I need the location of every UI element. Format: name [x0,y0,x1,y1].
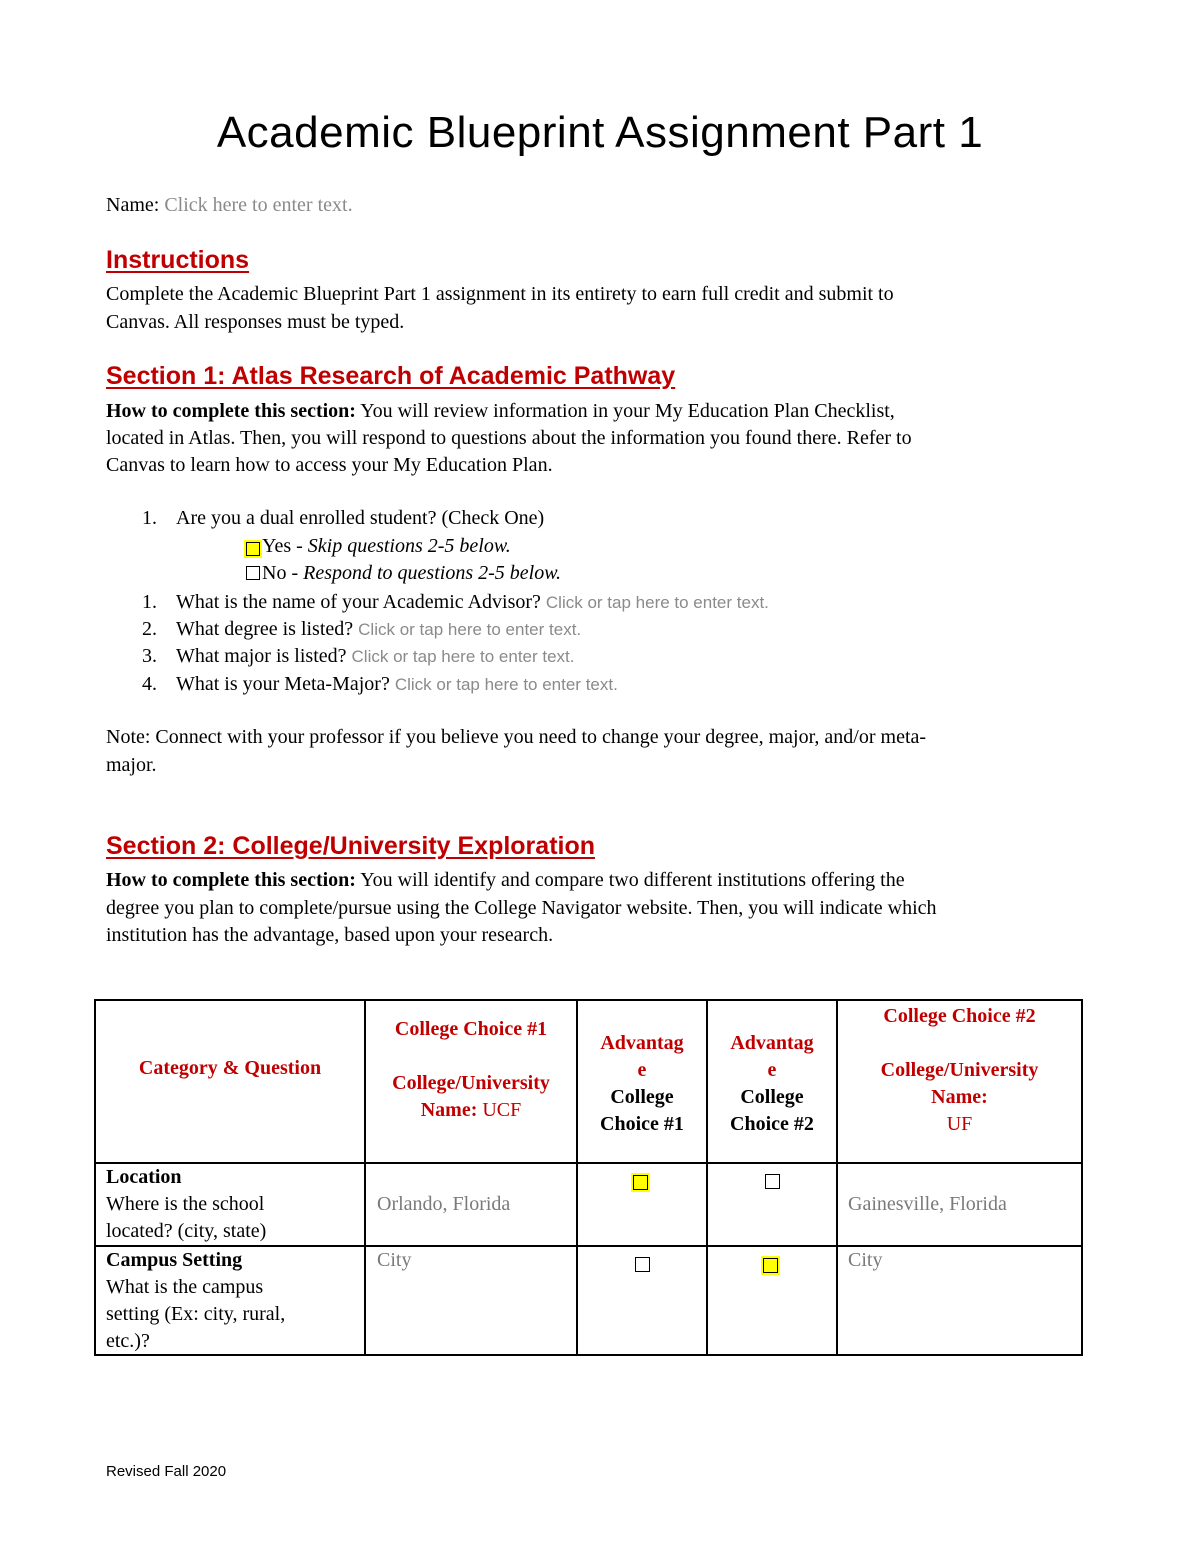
comparison-table [94,999,1083,1356]
option-yes-note: Skip questions 2-5 below. [307,535,511,557]
section1-heading: Section 1: Atlas Research of Academic Pathway [106,362,676,390]
row-campus-adv1 [635,1252,652,1279]
row-location-title: Location [106,1166,182,1188]
advisor-input[interactable]: Click or tap here to enter text. [545,593,769,612]
section1-how-line-1 [106,397,895,425]
header-choice1 [366,1016,576,1124]
question-meta-major-text: What is your Meta-Major? [176,673,390,695]
header-adv2-b: e [767,1059,777,1081]
row-location-choice1[interactable]: Orlando, Florida [377,1193,511,1215]
header-choice1-title: College Choice #1 [394,1018,548,1040]
question-degree [106,615,581,644]
section2-how-line-2: degree you plan to complete/pursue using the College Navigator website. Then, you will indicate which [106,897,937,919]
row-campus-adv2-highlight [761,1256,780,1275]
row-campus-question-c: etc.)? [106,1330,150,1352]
header-choice2-label-b: Name: [931,1086,988,1108]
row-location-question-b: located? (city, state) [106,1220,267,1242]
table-border-right [1081,999,1083,1356]
header-adv2 [708,1030,836,1138]
option-yes-label: Yes - [262,535,308,557]
option-yes-highlight [244,540,262,558]
question-meta-major-number: 4. [142,673,157,695]
row-location-category [106,1164,361,1245]
header-adv2-a: Advantag [730,1032,814,1054]
row-location-question-a: Where is the school [106,1193,265,1215]
row-campus-choice1[interactable]: City [377,1249,412,1271]
row-campus-title: Campus Setting [106,1249,243,1271]
header-choice1-label-b: Name: [420,1099,478,1121]
section2-how-label: How to complete this section: [106,869,356,891]
row-location-adv1 [631,1167,650,1194]
row-campus-adv2 [761,1250,780,1277]
question-degree-text: What degree is listed? [176,618,354,640]
header-choice2-label-a: College/University [880,1059,1039,1081]
header-choice2-value[interactable]: UF [946,1113,973,1135]
row-campus-category [106,1247,361,1355]
footer-revised: Revised Fall 2020 [106,1463,227,1480]
header-choice2-title: College Choice #2 [883,1005,1036,1027]
question-major-number: 3. [142,645,157,667]
row-location-adv1-highlight [631,1173,650,1192]
section1-how-line-3: Canvas to learn how to access your My Education Plan. [106,454,553,476]
section2-how-text-1: You will identify and compare two different institutions offering the [355,869,905,891]
section1-how-label: How to complete this section: [106,400,356,422]
question-1-text: Are you a dual enrolled student? (Check One) [176,507,545,529]
option-no [246,559,561,587]
row-campus-question-a: What is the campus [106,1276,264,1298]
question-meta-major [106,670,618,699]
table-border-top [94,999,1083,1001]
question-degree-number: 2. [142,618,157,640]
header-adv1 [578,1030,706,1138]
row-location-adv1-checkbox[interactable] [633,1175,648,1190]
row-location-adv2-checkbox[interactable] [765,1174,780,1189]
header-adv1-c: College [610,1086,674,1108]
question-advisor-text: What is the name of your Academic Advisor? [176,591,541,613]
question-advisor-number: 1. [142,591,157,613]
header-adv1-a: Advantag [600,1032,684,1054]
section2-heading: Section 2: College/University Exploration [106,832,596,860]
row-location-choice2[interactable]: Gainesville, Florida [848,1193,1007,1215]
section2-how-line-3: institution has the advantage, based upon your research. [106,924,554,946]
table-border-left [94,999,96,1356]
question-1-number: 1. [142,507,157,529]
yes-checkbox[interactable] [246,542,260,556]
instructions-line-1: Complete the Academic Blueprint Part 1 assignment in its entirety to earn full credit and submit to [106,283,894,305]
option-yes [244,532,511,560]
major-input[interactable]: Click or tap here to enter text. [351,647,575,666]
instructions-line-2: Canvas. All responses must be typed. [106,311,405,333]
row-campus-adv1-checkbox[interactable] [635,1257,650,1272]
row-location-adv2 [765,1169,782,1196]
option-no-label: No - [262,562,304,584]
no-checkbox[interactable] [246,566,260,580]
page-title: Academic Blueprint Assignment Part 1 [216,108,984,157]
header-category [96,1055,364,1082]
meta-major-input[interactable]: Click or tap here to enter text. [394,675,618,694]
question-major [106,642,575,671]
name-input[interactable]: Click here to enter text. [164,194,353,216]
header-category-text: Category & Question [138,1057,322,1079]
degree-input[interactable]: Click or tap here to enter text. [358,620,582,639]
question-major-text: What major is listed? [176,645,347,667]
header-adv1-b: e [637,1059,647,1081]
section1-how-text-1: You will review information in your My Education Plan Checklist, [355,400,895,422]
header-adv2-c: College [740,1086,804,1108]
question-1 [106,504,544,532]
row-campus-adv2-checkbox[interactable] [763,1258,778,1273]
name-line [106,191,353,219]
note-line-1: Note: Connect with your professor if you believe you need to change your degree, major, and/or meta- [106,726,927,748]
question-advisor [106,588,769,617]
row-campus-choice2[interactable]: City [848,1249,883,1271]
section2-how-line-1 [106,866,905,894]
section1-how-line-2: located in Atlas. Then, you will respond to questions about the information you found there. Refer to [106,427,912,449]
header-choice1-value[interactable]: UCF [482,1099,522,1121]
option-no-note: Respond to questions 2-5 below. [303,562,562,584]
row-campus-question-b: setting (Ex: city, rural, [106,1303,286,1325]
header-choice2 [838,1003,1081,1138]
note-line-2: major. [106,754,157,776]
instructions-heading: Instructions [106,246,250,274]
header-choice1-label-a: College/University [392,1072,550,1094]
header-adv2-d: Choice #2 [730,1113,814,1135]
name-label: Name: [106,194,160,216]
header-adv1-d: Choice #1 [600,1113,684,1135]
